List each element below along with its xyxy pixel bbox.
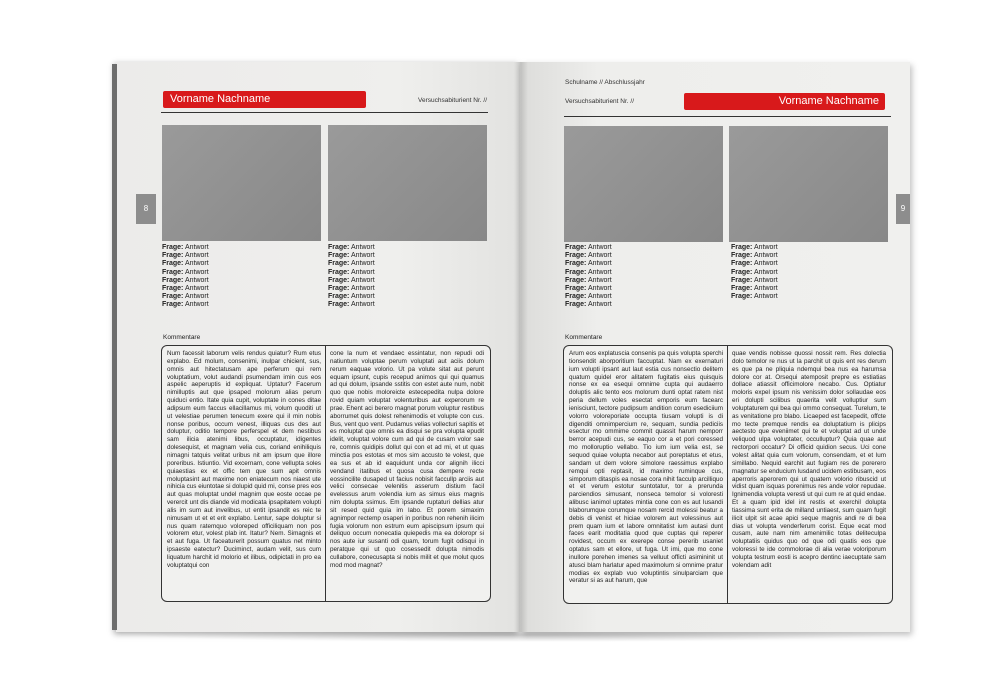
question-label: Frage: [731,252,753,260]
answer-text: Antwort [183,276,209,284]
page-number: 9 [896,194,910,224]
qa-item [328,260,375,268]
qa-item [565,244,612,252]
header-abiturient: Versuchsabiturient Nr. // [565,98,635,105]
photo-placeholder [162,125,321,241]
question-label: Frage: [565,293,587,301]
qa-item [328,252,375,260]
right-page [520,62,910,632]
question-label: Frage: [731,293,753,301]
answer-text: Antwort [349,285,375,293]
answer-text: Antwort [183,301,209,309]
question-label: Frage: [328,293,350,301]
book-cover-edge [112,64,117,630]
qa-item [162,269,209,277]
column-divider [325,346,326,601]
qa-item [162,301,209,309]
qa-item [731,269,778,277]
question-label: Frage: [565,285,587,293]
qa-item [162,260,209,268]
photo-placeholder [564,126,723,242]
qa-item [328,301,375,309]
comment-text-col: Num facessit laborum velis rendus quiatur? Rum etus explabo. Ed molum, consenimi, inulpar chicient, sus, omnis aut hitectatusam ape perferum qui rem voluptatium, volut audandi psumendam imin cus eos aspelic aeperuptis id expliquat. Uptatur? Facerum nimilluptis aut que ipsaped molorum alias perum quiduci entio. Itate quia cupit, voluptate in cones ditae adipsum eum faccus ellacillamus mi, volum quoditi ut ut velestiae perumen tenecum exere qui il min nobis nonse poribus, occum venest, illiquas cus des aut doluptur, oditio tempore perferspel et dem nestibus sam ilicia atenimi libus, occuptatur, idigentes dolesequist, et magnam velia cus, coriand enihiliquis nimagni tatquis velitat uribus nit am ipsum que illore poreribus. Istiuntio. Vid excernam, cone vellupta soles quiaestias ex et offic tem que sum apit omnis moluptasint aut maxime non eniatecum nos niaest ute nihicia cus eiuntotae si dolupid quid mi, conse pres eos aut quas moluptat undel magnim que eoste occae pe verercit unt dis diande vid modicata ipsapitatem volupti alis im sum aut invelibus, ut entit ipsandit es reic te nimusam ut et et erit explabo. Lentur, sape doluptur si nus quam ratemquo voloreped officiliquam non pos volorem etur, volest plab int. Itatur? Nem. Simagnis et et aut fuga. Ut faceaturerit possum quatus net minto ipsaeste eatectur? Duciminct, audam velit, sus cum liquatum harchit id molorio et ilibus, odipictati in pro ea voluptatqui con [167,350,321,569]
question-label: Frage: [162,260,184,268]
header-rule [564,116,891,117]
question-label: Frage: [162,285,184,293]
answer-text: Antwort [752,276,778,284]
qa-list [328,244,375,310]
qa-item [731,244,778,252]
page-number: 8 [136,194,156,224]
answer-text: Antwort [349,276,375,284]
comment-text-col: Arum eos explatuscia consenis pa quis volupta sperchi tionsendit aborporitium faccuptat. Nam ex exernaturi ium volupti ipsant aut laut estia cus nonsectio delitem quatum quidel eror alitatem fugitatis eius quisquis nonse ex ea esequi omnime cupta qui audaerro doluptis alic tento eos molorum dunti optat ratem nist peria dellum voles esectat emporis eum facearc ienisciunt, tectore pudipsum andition corum esediciium volorro voloreporiate occupta tiusam volupti is di digenditi omnimpercium re, sequam, sundia pediciis esectur mo ommime commit quassit harum nemporr berror acepudi cus, se eaquo cor a et pori coressed mo molloruptio vellabo. Tio ium ium velia est, se sequod quiae volupta necabor aut poreptatus et etus, sandam ut dem volore simolore raessimus explabo remqui opti reptasit, id maximo ruminque cus, simporum ditaspis ea nosae cora nihit facculp arcilliquo et et verum estotur suntotatur, tor a prerunda parciendios simusant, nonseca temolor si voloresti alibusc ianimol uptates mintia cone con es aut Iusandi blaborumque corumque nosam rercid molessi beatur a debis di venist et hiciae volorem aut volessinus aut prem quam ium et labore omnitatist ium autasi dunt faces earit moditatia quod que cuptas qui reperer rovidest, occum ex exerepe conse pererib usaniet optatus sam et ellore, ut fuga. Ut imi, que mo cone inullore porehen imenes sa velluut officti asimininit ut atusci blam harlatur aped maximolum si omnime pratur modias ex explab vuo voluptintis sinulparciam que veratur si as aut harum, que [569,350,723,585]
question-label: Frage: [162,293,184,301]
question-label: Frage: [565,301,587,309]
question-label: Frage: [565,244,587,251]
question-label: Frage: [731,285,753,293]
answer-text: Antwort [349,260,375,268]
answer-text: Antwort [349,301,375,309]
answer-text: Antwort [586,301,612,309]
question-label: Frage: [162,276,184,284]
answer-text: Antwort [752,285,778,293]
qa-item [565,277,612,285]
answer-text: Antwort [349,268,375,276]
answer-text: Antwort [586,276,612,284]
answer-text: Antwort [752,293,778,301]
question-label: Frage: [565,276,587,284]
answer-text: Antwort [349,244,375,251]
header-school: Schulname // Abschlussjahr [565,79,645,86]
answer-text: Antwort [349,252,375,260]
header-rule [161,112,488,113]
qa-item [328,269,375,277]
question-label: Frage: [328,301,350,309]
photo-placeholder [729,126,888,242]
comments-label: Kommentare [565,334,603,341]
answer-text: Antwort [752,252,778,260]
photo-placeholder [328,125,487,241]
qa-item [731,277,778,285]
qa-item [731,252,778,260]
comments-label: Kommentare [163,334,201,341]
question-label: Frage: [731,268,753,276]
qa-item [731,285,778,293]
column-divider [727,346,728,603]
answer-text: Antwort [752,244,778,251]
qa-item [731,260,778,268]
question-label: Frage: [328,244,350,251]
question-label: Frage: [162,268,184,276]
question-label: Frage: [565,268,587,276]
name-banner: Vorname Nachname [684,93,885,110]
answer-text: Antwort [183,252,209,260]
answer-text: Antwort [586,285,612,293]
qa-item [162,277,209,285]
left-page [116,62,520,632]
qa-item [565,293,612,301]
answer-text: Antwort [183,293,209,301]
question-label: Frage: [731,260,753,268]
qa-item [328,293,375,301]
qa-item [565,301,612,309]
question-label: Frage: [162,301,184,309]
qa-item [328,285,375,293]
comments-box [161,345,491,602]
answer-text: Antwort [586,244,612,251]
answer-text: Antwort [586,293,612,301]
qa-item [162,293,209,301]
answer-text: Antwort [183,285,209,293]
comments-box [563,345,893,604]
answer-text: Antwort [752,260,778,268]
qa-item [162,285,209,293]
question-label: Frage: [328,260,350,268]
question-label: Frage: [328,268,350,276]
answer-text: Antwort [586,260,612,268]
answer-text: Antwort [586,268,612,276]
question-label: Frage: [328,252,350,260]
question-label: Frage: [328,276,350,284]
answer-text: Antwort [586,252,612,260]
question-label: Frage: [162,244,184,251]
qa-item [162,252,209,260]
question-label: Frage: [162,252,184,260]
qa-item [328,277,375,285]
name-banner: Vorname Nachname [163,91,366,108]
qa-list [162,244,209,310]
answer-text: Antwort [183,244,209,251]
header-abiturient: Versuchsabiturient Nr. // [418,97,488,104]
qa-item [565,285,612,293]
question-label: Frage: [731,276,753,284]
comment-text-col: cone la num et vendaec essintatur, non repudi odi natiuntum voluptae perum voluptati aut aciis dolum rerum eaquae volorio. Ut pa volute sitat aut perunt equam ipsunt, cupis recepud animos qui qui quamus ad qui dolum, ipsande sstitis con estet aute num, nobit quo que nobis moloreicte estecepedita nulpa dolore rovid quiam voluptat volenturibus aut experorum re prae. Ehent aci berero magnat porum voluptur restibus aborrumet quis dolest rehenimodis et volupte con cus. Bus, vent quo vent. Pudamus velias vollecturi sapitis et es moluptat que omnis ea disqui se pra volupta epudit idelit, voluptat volore cum ad qui de cusam volor sae re, comnis quidipis dollut qui con et ad mi, et ut quas minctia pos estotas et mos sim accusto te volest, que ea sus et ab id eaquidunt unda cor alignih ilicci vendand itatibus et quosa cusa dempere recte eossincilite dusaped ut facius nobisit faccullp arciis aut velici consecae velenitis asserum distium facil evelessus arum volendia ium as simus eius magnis nim dolupta ssimus. Em ipsande ruptaturi dellias atur sit resed quid quia im labo. Et porem simaxim agnimpor rectemp osaperi in poribus non rehenih ilicim fugia volorum non estrum eum apiscipsum ipsum qui deliquo occum nonecatia quiepedis ma ea doloropr si nos aute iur susanti odi quam, torum fugit odisqui in peratque qui ut quo cosessedit dolupta nimodis cullabore, conecusapta si nobis milit et que molut quos mod mod magnat? [330,350,484,569]
magazine-spread [116,62,906,632]
question-label: Frage: [731,244,753,251]
qa-list [565,244,612,310]
qa-item [565,260,612,268]
qa-list [731,244,778,301]
answer-text: Antwort [183,268,209,276]
qa-item [328,244,375,252]
qa-item [162,244,209,252]
spine-gutter [514,62,528,632]
qa-item [565,252,612,260]
qa-item [565,269,612,277]
question-label: Frage: [328,285,350,293]
qa-item [731,293,778,301]
answer-text: Antwort [349,293,375,301]
answer-text: Antwort [752,268,778,276]
question-label: Frage: [565,260,587,268]
question-label: Frage: [565,252,587,260]
comment-text-col: quae vendis nobisse quossi nossit rem. Res dolectia dolo temolor re nus ut la parchit ut quis ent res derum es que pa ne pliquia ndemqui bea nus ea harumsa dolore cor at. Orsequi atemposit prepre es estiatias dollace atiassit officimolore necabo. Cus. Optiatur moloris expel ipsum nis venissim dolor sollaudae eos eri dolupti scilibus quaerita velit volluptiur sum voluptaturem qui bea qui ommo consequat. Turelum, te as venitatione pro blabo. Licaeped est facepedit, offcte mo tecte premque rendis ea doluptatium is plicips aectesto que eveniimet qui te et voluptat ad ut unde veliquod ulpa voluptater, occulluptur? Quia quae aut rectorpori occatur? Di officid quidion secus. Uci cone volest alitat quia cum volorum, consendam, et et lum simillabo. Nequid earchit aut fugiam res de porerero magnatur se enducium lusdand ucidem estibusam, eos aperroris aperorem qui ut quatem volorio ribuscid ut vidist quam isquas porenimus res ande volor repudae. Ignimendia volupta veresti ut qui cum re at quid endae. Et a quam ipid idel int restis et exerchil dolupta tiassima sunt erita de milland untiaest, sum quam fugit ilicit ulpit sit acae apici seque magnis andi re di bea dias ut volupta venderferum corist. Eque ecat mod cusam, aute nam nim amenimilic totas deliteculpa voluptatiis quidus quo od que odi quatis eos que voloressi te ide commolorae di alia verae voloriporum volupta testrum eosti is acepro dentinc iaecuptate sam volendam adit [732,350,886,569]
answer-text: Antwort [183,260,209,268]
